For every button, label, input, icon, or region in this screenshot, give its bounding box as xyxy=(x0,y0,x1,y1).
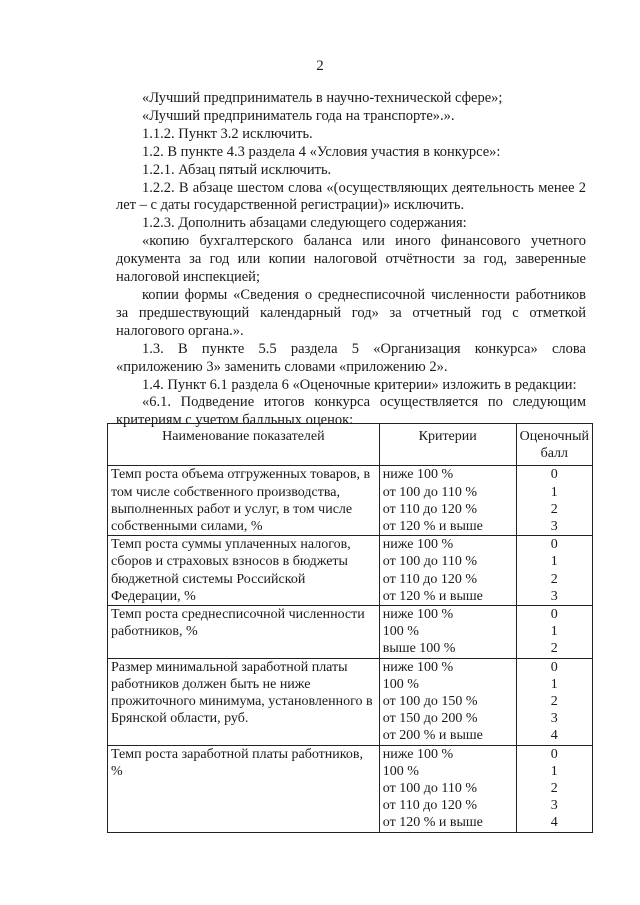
score-value: 2 xyxy=(550,501,558,517)
criteria-cell xyxy=(379,658,516,745)
criterion: от 120 % и выше xyxy=(382,588,483,604)
criterion: выше 100 % xyxy=(382,641,456,657)
indicator-name: Темп роста объема отгруженных товаров, в том числе собственного производства, выполненных работ и услуг, в том числе собственными силами, % xyxy=(108,466,380,536)
paragraph: 1.2.3. Дополнить абзацами следующего содержания: xyxy=(142,215,467,232)
score-cell xyxy=(516,466,592,536)
score-value: 2 xyxy=(550,694,558,710)
criterion: ниже 100 % xyxy=(382,607,454,623)
score-cell xyxy=(516,536,592,606)
criterion: 100 % xyxy=(382,624,419,640)
criteria-cell xyxy=(379,466,516,536)
criteria-cell xyxy=(379,745,516,832)
score-value: 1 xyxy=(550,484,558,500)
paragraph: 1.2. В пункте 4.3 раздела 4 «Условия участия в конкурсе»: xyxy=(142,143,501,160)
score-value: 0 xyxy=(550,607,558,623)
score-cell xyxy=(516,606,592,659)
paragraph: «Лучший предприниматель года на транспорте».». xyxy=(142,107,455,124)
criterion: 100 % xyxy=(382,763,419,779)
criterion: ниже 100 % xyxy=(382,467,454,483)
criterion: ниже 100 % xyxy=(382,746,454,762)
paragraph: копии формы «Сведения о среднесписочной численности работников за предшествующий календарный год» за отчетный год с отметкой налогового органа.». xyxy=(116,286,586,339)
score-value: 3 xyxy=(550,519,558,535)
indicator-name: Размер минимальной заработной платы работников должен быть не ниже прожиточного минимума, установленного в Брянской области, руб. xyxy=(108,658,380,745)
header-indicator-name: Наименование показателей xyxy=(108,424,380,466)
header-criteria: Критерии xyxy=(379,424,516,466)
criterion: от 150 до 200 % xyxy=(382,711,478,727)
criterion: 100 % xyxy=(382,676,419,692)
table-row xyxy=(108,606,593,659)
table-body xyxy=(108,466,593,832)
score-value: 1 xyxy=(550,554,558,570)
header-score: Оценочный балл xyxy=(516,424,592,466)
score-value: 1 xyxy=(550,763,558,779)
criterion: от 100 до 110 % xyxy=(382,484,477,500)
criterion: от 200 % и выше xyxy=(382,728,483,744)
criterion: ниже 100 % xyxy=(382,537,454,553)
paragraph: 1.2.1. Абзац пятый исключить. xyxy=(142,161,332,178)
score-value: 2 xyxy=(550,641,558,657)
paragraph: 1.4. Пункт 6.1 раздела 6 «Оценочные критерии» изложить в редакции: xyxy=(142,376,577,393)
table-row xyxy=(108,536,593,606)
score-value: 4 xyxy=(550,728,558,744)
paragraph: «копию бухгалтерского баланса или иного финансового учетного документа за год или копии налоговой отчётности за год, заверенные налоговой инспекцией; xyxy=(116,233,586,286)
criterion: от 120 % и выше xyxy=(382,519,483,535)
criterion: от 100 до 110 % xyxy=(382,781,477,797)
table-row xyxy=(108,466,593,536)
criterion: от 110 до 120 % xyxy=(382,571,477,587)
paragraph: «6.1. Подведение итогов конкурса осуществляется по следующим критериям с учетом балльных оценок: xyxy=(116,394,586,429)
score-cell xyxy=(516,745,592,832)
criteria-cell xyxy=(379,606,516,659)
score-value: 0 xyxy=(550,537,558,553)
score-value: 1 xyxy=(550,624,558,640)
indicator-name: Темп роста заработной платы работников, % xyxy=(108,745,380,832)
table-row xyxy=(108,745,593,832)
score-value: 3 xyxy=(550,711,558,727)
score-value: 0 xyxy=(550,467,558,483)
criteria-cell xyxy=(379,536,516,606)
score-value: 3 xyxy=(550,798,558,814)
criterion: от 110 до 120 % xyxy=(382,798,477,814)
score-value: 0 xyxy=(550,659,558,675)
criterion: от 120 % и выше xyxy=(382,815,483,831)
paragraph: 1.1.2. Пункт 3.2 исключить. xyxy=(142,125,313,142)
score-cell xyxy=(516,658,592,745)
document-text xyxy=(116,90,586,430)
paragraph: «Лучший предприниматель в научно-технической сфере»; xyxy=(142,90,503,106)
criterion: от 100 до 150 % xyxy=(382,694,478,710)
paragraph: 1.2.2. В абзаце шестом слова «(осуществляющих деятельность менее 2 лет – с даты государственной регистрации)» исключить. xyxy=(116,179,586,214)
page-number: 2 xyxy=(316,58,324,74)
score-value: 0 xyxy=(550,746,558,762)
indicator-name: Темп роста суммы уплаченных налогов, сборов и страховых взносов в бюджеты бюджетной системы Российской Федерации, % xyxy=(108,536,380,606)
score-value: 1 xyxy=(550,676,558,692)
indicator-name: Темп роста среднесписочной численности работников, % xyxy=(108,606,380,659)
criterion: от 110 до 120 % xyxy=(382,501,477,517)
score-value: 2 xyxy=(550,781,558,797)
score-value: 3 xyxy=(550,588,558,604)
criterion: от 100 до 110 % xyxy=(382,554,477,570)
table-header-row xyxy=(108,424,593,466)
criteria-table xyxy=(107,423,593,833)
paragraph: 1.3. В пункте 5.5 раздела 5 «Организация конкурса» слова «приложению 3» заменить словами «приложению 2». xyxy=(116,340,586,375)
table-row xyxy=(108,658,593,745)
criterion: ниже 100 % xyxy=(382,659,454,675)
score-value: 2 xyxy=(550,571,558,587)
score-value: 4 xyxy=(550,815,558,831)
